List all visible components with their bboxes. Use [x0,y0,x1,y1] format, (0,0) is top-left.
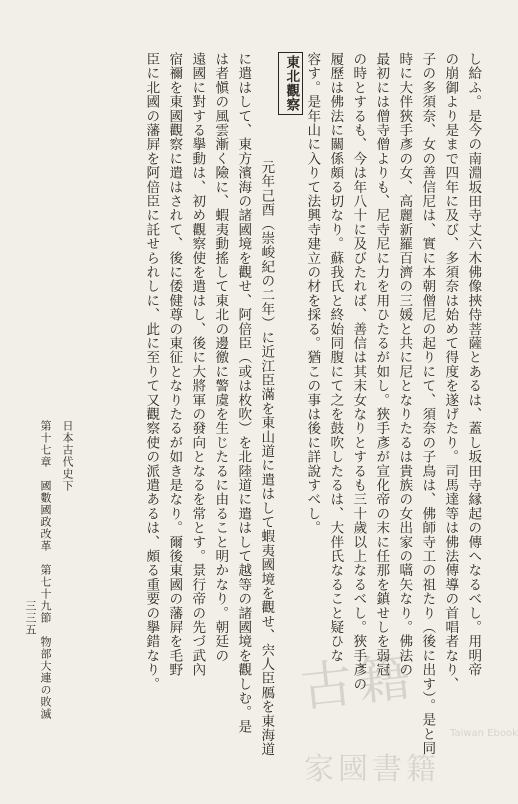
text-line: に遣はして、東方濱海の諸國境を觀せ、阿倍臣（或は枚吹）を北陸道に遣はして越等の諸國境を觀しむ。是 [235,52,252,734]
text-line: は者愼の風雲漸く險に、蝦夷動搖して東北の邊徼に警虞を生じたるに由ること明かなり。朝廷の [212,52,229,663]
running-chapter-title: 第十七章 國數國政改革 第七十九節 物部大連の敗滅 [39,420,52,720]
text-line: 時に大伴狹手彥の女、高麗新羅百濟の三媛と共に尼となりたるは貴族の女出家の嚆矢なり。佛法の [396,52,413,677]
running-book-title: 日本古代史下 [61,420,74,492]
text-line: 遠國に對する擧動は、初め觀察使を遣はし、後に大將軍の發向となるを常とす。景行帝の先づ武內 [189,52,206,677]
text-line: 容す。是年山に入りて法興寺建立の材を採る。猶この事は後に詳說すべし。 [304,52,321,535]
text-line: 元年己酉（崇峻紀の二年）に近江臣滿を東山道に遣はして蝦夷國境を觀せ、宍人臣鴈を東海道 [258,160,275,757]
watermark-small-text: 家國書籍 [304,752,440,787]
page-number: 三三五 [24,600,37,636]
section-heading-column [278,52,303,118]
text-line: の時とするも、今は年八十に及びたれば、善信は其末女なりとするも三十歲以上なるべし。狹手彥の [350,52,367,691]
text-line: し給ふ。是今の南淵坂田寺丈六木佛像挾侍菩薩とあるは、蓋し坂田寺縁起の傳へなるべし。用明帝 [465,52,482,677]
watermark-large-text: 古籍 [297,647,420,719]
watermark-latin-text: Taiwan Ebook [450,728,518,739]
text-line: 子の多須奈、女の善信尼は、實に本朝僧尼の起りにて、須奈の子鳥は、佛師寺工の祖たり（後に出す）。是と同 [419,52,436,756]
section-heading: 東北觀察 [278,52,303,115]
text-line: の崩御より是まで四年に及び、多須奈は始めて得度を遂げたり。司馬達等は佛法傳導の首唱者なり、 [442,52,459,691]
text-line: 臣に北國の藩屛を阿倍臣に託せられしに、此に至りて又觀察使の派遣あるは、頗る重要の擧錯なり。 [143,52,160,691]
text-line: 履歷は佛法に關係頗る切なり。蘇我氏と終始同腹にて之を鼓吹したるは、大伴氏なること疑ひな [327,52,344,663]
text-line: 宿禰を東國觀察に遣はされて、後に倭健尊の東征となりたるが如き是なり。爾後東國の藩屛を毛野 [166,52,183,677]
text-line: 最初には僧寺僧よりも、尼寺尼に力を用ひたるが如し。狹手彥が宣化帝の末に任那を鎮せしを弱冠 [373,52,390,677]
